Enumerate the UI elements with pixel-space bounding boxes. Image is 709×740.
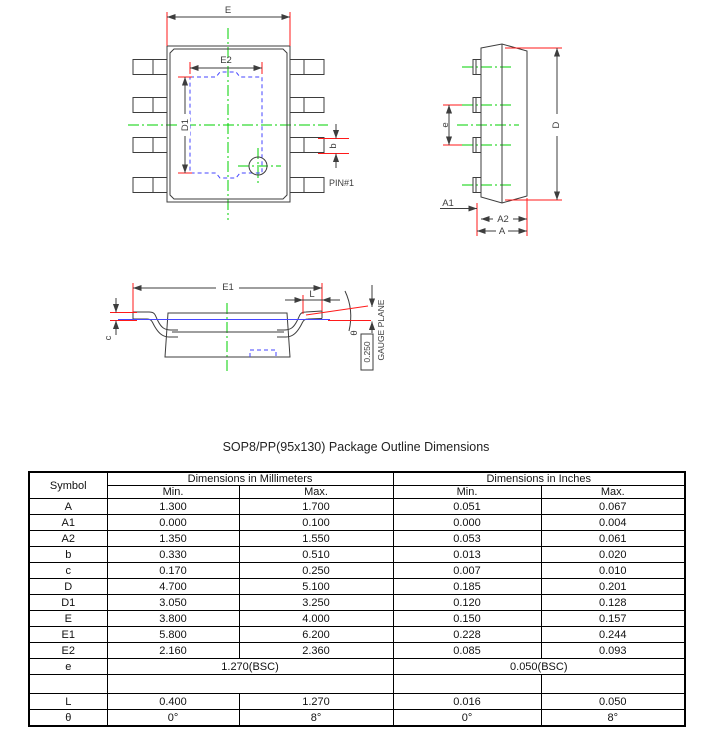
value-cell: 3.250 — [239, 595, 393, 611]
value-cell: 0.120 — [393, 595, 541, 611]
gauge-value-label: 0.250 — [362, 341, 372, 363]
value-cell: 0.020 — [541, 547, 685, 563]
page-title: SOP8/PP(95x130) Package Outline Dimensions — [222, 440, 490, 454]
value-cell: 0.050 — [541, 694, 685, 710]
dim-label-e: e — [440, 122, 451, 128]
value-cell: 0.093 — [541, 643, 685, 659]
value-cell: 6.200 — [239, 627, 393, 643]
dim-label-E2: E2 — [220, 55, 232, 66]
dim-label-A1: A1 — [442, 198, 454, 209]
dim-label-E1: E1 — [222, 282, 234, 293]
symbol-cell — [29, 675, 107, 694]
value-cell: 0.128 — [541, 595, 685, 611]
value-cell: 0.000 — [393, 515, 541, 531]
value-cell: 0.150 — [393, 611, 541, 627]
symbol-cell: E — [29, 611, 107, 627]
table-row — [29, 563, 685, 579]
value-cell: 0.510 — [239, 547, 393, 563]
value-cell: 0.250 — [239, 563, 393, 579]
value-cell: 4.000 — [239, 611, 393, 627]
table-row — [29, 611, 685, 627]
symbol-cell: θ — [29, 710, 107, 727]
table-row — [29, 595, 685, 611]
symbol-cell: A2 — [29, 531, 107, 547]
value-cell: 8° — [541, 710, 685, 727]
value-cell: 0.201 — [541, 579, 685, 595]
value-cell: 2.160 — [107, 643, 239, 659]
symbol-cell: A — [29, 499, 107, 515]
table-row — [29, 643, 685, 659]
value-cell: 0.004 — [541, 515, 685, 531]
dim-label-L: L — [309, 289, 315, 300]
table-row — [29, 710, 685, 727]
table-subheader-row — [29, 486, 685, 499]
table-header-row — [29, 472, 685, 486]
value-cell: 1.700 — [239, 499, 393, 515]
value-cell: 0.185 — [393, 579, 541, 595]
value-cell: 0.100 — [239, 515, 393, 531]
table-row — [29, 694, 685, 710]
symbol-header: Symbol — [29, 472, 107, 499]
table-row — [29, 547, 685, 563]
gauge-plane-label: GAUGE PLANE — [376, 299, 386, 361]
symbol-cell: c — [29, 563, 107, 579]
value-cell: 0.244 — [541, 627, 685, 643]
symbol-cell: D1 — [29, 595, 107, 611]
value-cell — [541, 675, 685, 694]
value-cell — [393, 675, 541, 694]
inches-header: Dimensions in Inches — [393, 472, 685, 486]
dim-label-D: D — [551, 121, 562, 129]
value-cell: 1.270(BSC) — [107, 659, 393, 675]
symbol-cell: D — [29, 579, 107, 595]
value-cell: 5.800 — [107, 627, 239, 643]
dimensions-table — [28, 471, 686, 727]
value-cell: 1.550 — [239, 531, 393, 547]
value-cell — [107, 675, 393, 694]
symbol-cell: b — [29, 547, 107, 563]
dim-label-A2: A2 — [497, 214, 509, 225]
value-cell: 1.350 — [107, 531, 239, 547]
value-cell: 0° — [107, 710, 239, 727]
value-cell: 0.330 — [107, 547, 239, 563]
value-cell: 0.016 — [393, 694, 541, 710]
symbol-cell: A1 — [29, 515, 107, 531]
dim-label-theta: θ — [349, 330, 360, 336]
dim-label-E: E — [224, 5, 232, 16]
mm-header: Dimensions in Millimeters — [107, 472, 393, 486]
value-cell: 0.051 — [393, 499, 541, 515]
table-row — [29, 627, 685, 643]
dim-label-A: A — [498, 226, 506, 237]
value-cell: 0.053 — [393, 531, 541, 547]
dim-label-b: b — [328, 143, 339, 149]
dim-label-c: c — [103, 335, 114, 341]
table-row — [29, 579, 685, 595]
value-cell: 0° — [393, 710, 541, 727]
value-cell: 3.800 — [107, 611, 239, 627]
value-cell: 0.061 — [541, 531, 685, 547]
value-cell: 0.050(BSC) — [393, 659, 685, 675]
side-view — [440, 44, 562, 237]
symbol-cell: E2 — [29, 643, 107, 659]
value-cell: 3.050 — [107, 595, 239, 611]
value-cell: 0.085 — [393, 643, 541, 659]
symbol-cell: L — [29, 694, 107, 710]
value-cell: 0.400 — [107, 694, 239, 710]
value-cell: 1.300 — [107, 499, 239, 515]
table-row — [29, 515, 685, 531]
value-cell: 0.007 — [393, 563, 541, 579]
top-view — [128, 5, 354, 220]
table-row — [29, 499, 685, 515]
in-min-header: Min. — [393, 486, 541, 499]
symbol-cell: e — [29, 659, 107, 675]
table-row — [29, 531, 685, 547]
value-cell: 0.228 — [393, 627, 541, 643]
value-cell: 0.013 — [393, 547, 541, 563]
value-cell: 2.360 — [239, 643, 393, 659]
value-cell: 5.100 — [239, 579, 393, 595]
value-cell: 8° — [239, 710, 393, 727]
table-row-empty — [29, 675, 685, 694]
value-cell: 0.067 — [541, 499, 685, 515]
value-cell: 0.010 — [541, 563, 685, 579]
value-cell: 0.000 — [107, 515, 239, 531]
mm-min-header: Min. — [107, 486, 239, 499]
dim-label-D1: D1 — [180, 118, 191, 132]
value-cell: 0.157 — [541, 611, 685, 627]
pin1-label: PIN#1 — [329, 178, 355, 188]
in-max-header: Max. — [541, 486, 685, 499]
symbol-cell: E1 — [29, 627, 107, 643]
table-row-pitch — [29, 659, 685, 675]
value-cell: 1.270 — [239, 694, 393, 710]
value-cell: 4.700 — [107, 579, 239, 595]
mm-max-header: Max. — [239, 486, 393, 499]
value-cell: 0.170 — [107, 563, 239, 579]
front-view — [103, 281, 386, 372]
